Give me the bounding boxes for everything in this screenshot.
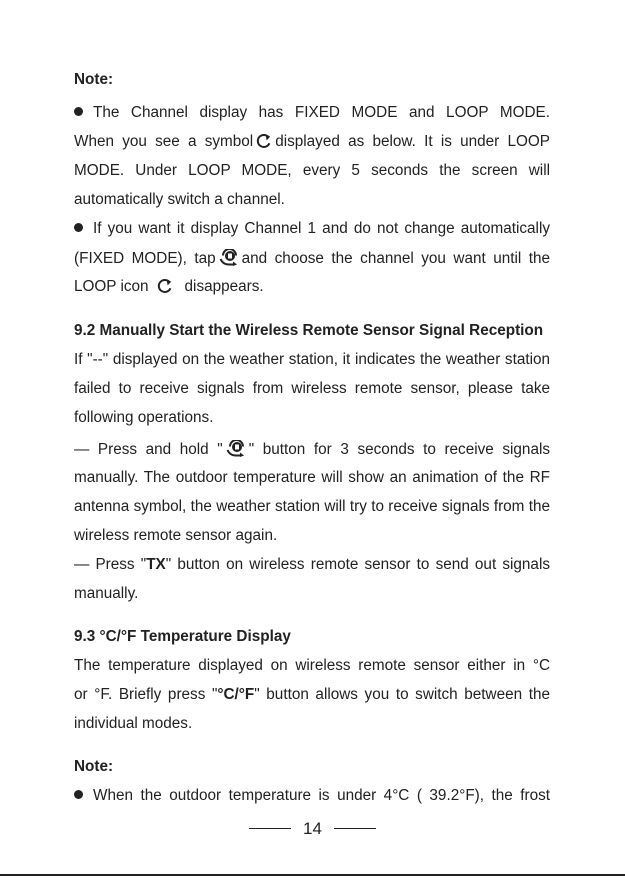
paragraph-line: If you want it display Channel 1 and do not change automatically	[74, 220, 550, 238]
paragraph-line: wireless remote sensor again.	[74, 527, 278, 544]
section-heading: 9.2 Manually Start the Wireless Remote Sensor Signal Reception	[74, 322, 544, 339]
bullet-icon	[74, 790, 83, 799]
paragraph-line: — Press "TX" button on wireless remote sensor to send out signals	[74, 556, 550, 573]
paragraph-line: manually. The outdoor temperature will show an animation of the RF	[74, 469, 550, 486]
paragraph-line: following operations.	[74, 409, 214, 426]
temperature-unit-button-label: °C/°F	[217, 686, 255, 703]
page-bottom-border	[0, 874, 625, 876]
footer-rule	[334, 828, 376, 829]
paragraph-line: (FIXED MODE), tap and choose the channel you want until the	[74, 249, 550, 271]
paragraph-line: individual modes.	[74, 715, 193, 732]
channel-button-icon	[226, 440, 246, 462]
paragraph-line: manually.	[74, 585, 139, 602]
bullet-icon	[74, 107, 83, 116]
note-heading: Note:	[74, 758, 114, 775]
section-heading: 9.3 °C/°F Temperature Display	[74, 628, 291, 645]
note-heading: Note:	[74, 71, 114, 88]
tx-button-label: TX	[146, 556, 166, 573]
paragraph-line: antenna symbol, the weather station will try to receive signals from the	[74, 498, 550, 515]
paragraph-line: When the outdoor temperature is under 4°C ( 39.2°F), the frost	[74, 787, 550, 805]
paragraph-line: — Press and hold " " button for 3 seconds to receive signals	[74, 440, 550, 462]
paragraph-line: MODE. Under LOOP MODE, every 5 seconds the screen will	[74, 162, 550, 179]
channel-button-icon	[219, 249, 239, 271]
paragraph-line: failed to receive signals from wireless remote sensor, please take	[74, 380, 550, 397]
footer-rule	[249, 828, 291, 829]
page-number: 14	[303, 819, 322, 838]
paragraph-line: or °F. Briefly press "°C/°F" button allows you to switch between the	[74, 686, 550, 703]
paragraph-line: The Channel display has FIXED MODE and LOOP MODE.	[74, 104, 550, 122]
paragraph-line: If "--" displayed on the weather station, it indicates the weather station	[74, 351, 550, 368]
paragraph-line: automatically switch a channel.	[74, 191, 285, 208]
paragraph-line: LOOP icon disappears.	[74, 278, 550, 299]
bullet-icon	[74, 223, 83, 232]
page-footer	[0, 819, 625, 839]
loop-arrow-icon	[157, 278, 173, 299]
paragraph-line: When you see a symbol displayed as below. It is under LOOP	[74, 133, 550, 154]
paragraph-line: The temperature displayed on wireless remote sensor either in °C	[74, 657, 550, 674]
loop-arrow-icon	[256, 133, 272, 154]
